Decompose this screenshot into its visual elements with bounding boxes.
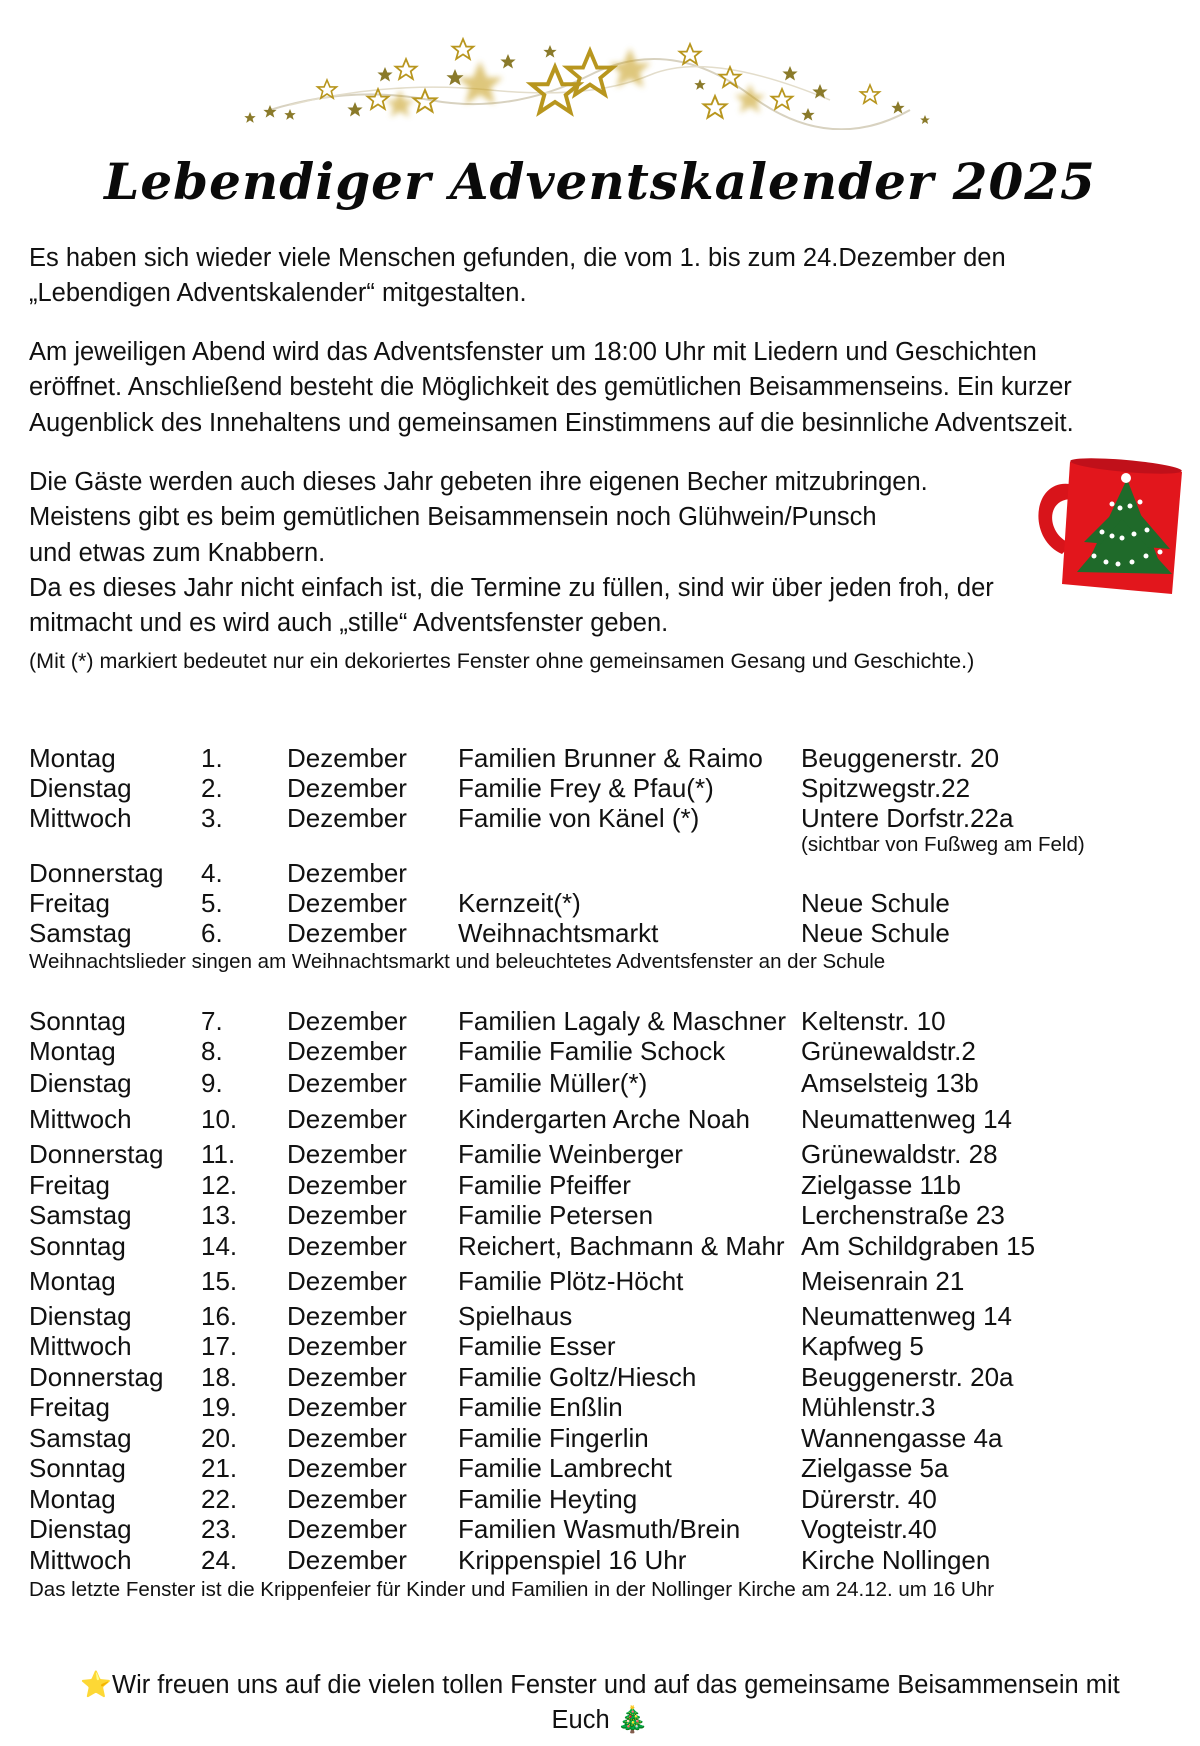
- row-month: Dezember: [287, 1545, 407, 1575]
- schedule-row: [0, 1545, 1200, 1575]
- intro-line: „Lebendigen Adventskalender“ mitgestalten.: [29, 279, 527, 308]
- row-month: Dezember: [287, 918, 407, 948]
- schedule-row: [0, 1170, 1200, 1200]
- row-address: Beuggenerstr. 20a: [801, 1362, 1014, 1392]
- row-date: 14.: [201, 1231, 238, 1261]
- row-day: Dienstag: [29, 1514, 132, 1544]
- row-host: Familie Petersen: [458, 1200, 654, 1230]
- row-date: 24.: [201, 1545, 238, 1575]
- schedule-row: [0, 1392, 1200, 1422]
- row-date: 10.: [201, 1104, 238, 1134]
- row-date: 9.: [201, 1068, 223, 1098]
- row-address: Dürerstr. 40: [801, 1484, 937, 1514]
- star-icon: ⭐: [80, 1671, 112, 1699]
- closing-line-1: Wir freuen uns auf die vielen tollen Fenster und auf das gemeinsame Beisammensein mit: [112, 1671, 1120, 1699]
- row-month: Dezember: [287, 1453, 407, 1483]
- row-date: 16.: [201, 1301, 238, 1331]
- row-date: 13.: [201, 1200, 238, 1230]
- stars-garland-decoration: [230, 30, 930, 130]
- row-day: Montag: [29, 1484, 116, 1514]
- schedule-row: [0, 1514, 1200, 1544]
- row-day: Freitag: [29, 888, 110, 918]
- row-month: Dezember: [287, 1514, 407, 1544]
- row-address: Untere Dorfstr.22a: [801, 803, 1014, 833]
- row-host: Krippenspiel 16 Uhr: [458, 1545, 687, 1575]
- row-address: Mühlenstr.3: [801, 1392, 936, 1422]
- row-date: 12.: [201, 1170, 238, 1200]
- row-date: 1.: [201, 743, 223, 773]
- row-month: Dezember: [287, 773, 407, 803]
- row-host: Familie Weinberger: [458, 1139, 683, 1169]
- intro-line: Augenblick des Innehaltens und gemeinsamen Einstimmens auf die besinnliche Adventszeit.: [29, 408, 1074, 437]
- row-month: Dezember: [287, 1006, 407, 1036]
- row-day: Samstag: [29, 1200, 132, 1230]
- row-address: Meisenrain 21: [801, 1266, 965, 1296]
- row-day: Mittwoch: [29, 1104, 132, 1134]
- row-month: Dezember: [287, 743, 407, 773]
- row-day: Mittwoch: [29, 1331, 132, 1361]
- row-day: Dienstag: [29, 1301, 132, 1331]
- intro-line: und etwas zum Knabbern.: [29, 538, 326, 567]
- row-address: Keltenstr. 10: [801, 1006, 946, 1036]
- row-day: Sonntag: [29, 1231, 126, 1261]
- row-host: Familie Esser: [458, 1331, 616, 1361]
- schedule-row: [0, 1301, 1200, 1331]
- row-date: 8.: [201, 1036, 223, 1066]
- row-date: 20.: [201, 1423, 238, 1453]
- row-address: Am Schildgraben 15: [801, 1231, 1036, 1261]
- closing-message: [0, 1668, 1200, 1738]
- row-host: Familie Heyting: [458, 1484, 638, 1514]
- christmas-mug-image: [1022, 444, 1190, 600]
- row-day: Samstag: [29, 1423, 132, 1453]
- schedule-row: [0, 1362, 1200, 1392]
- row-host: Familie Goltz/Hiesch: [458, 1362, 697, 1392]
- row-host: Weihnachtsmarkt: [458, 918, 659, 948]
- row-month: Dezember: [287, 1484, 407, 1514]
- row-day: Freitag: [29, 1392, 110, 1422]
- row-host: Familien Lagaly & Maschner: [458, 1006, 787, 1036]
- schedule-row: [0, 1200, 1200, 1230]
- row-host: Reichert, Bachmann & Mahr: [458, 1231, 785, 1261]
- schedule-row: [0, 1453, 1200, 1483]
- schedule-row: [0, 888, 1200, 918]
- schedule-row: [0, 1266, 1200, 1296]
- intro-line: Meistens gibt es beim gemütlichen Beisammensein noch Glühwein/Punsch: [29, 503, 877, 532]
- row-date: 18.: [201, 1362, 238, 1392]
- row-date: 15.: [201, 1266, 238, 1296]
- row-day: Dienstag: [29, 773, 132, 803]
- row-date: 6.: [201, 918, 223, 948]
- row-address: Neumattenweg 14: [801, 1301, 1013, 1331]
- row-day: Montag: [29, 1266, 116, 1296]
- row-day: Donnerstag: [29, 1362, 164, 1392]
- row-host: Spielhaus: [458, 1301, 573, 1331]
- row-day: Sonntag: [29, 1453, 126, 1483]
- row-date: 7.: [201, 1006, 223, 1036]
- week1-note: Weihnachtslieder singen am Weihnachtsmarkt und beleuchtetes Adventsfenster an der Schule: [29, 950, 886, 973]
- schedule-row: [0, 803, 1200, 856]
- row-address: Zielgasse 5a: [801, 1453, 949, 1483]
- row-address: Neue Schule: [801, 888, 950, 918]
- row-date: 23.: [201, 1514, 238, 1544]
- row-address: Spitzwegstr.22: [801, 773, 971, 803]
- intro-line: Am jeweiligen Abend wird das Adventsfenster um 18:00 Uhr mit Liedern und Geschichten: [29, 338, 1037, 366]
- row-month: Dezember: [287, 1266, 407, 1296]
- row-address: Kapfweg 5: [801, 1331, 924, 1361]
- row-address: Zielgasse 11b: [801, 1170, 961, 1200]
- row-host: Familie Familie Schock: [458, 1036, 726, 1066]
- row-day: Donnerstag: [29, 1139, 164, 1169]
- christmas-tree-icon: 🎄: [616, 1706, 649, 1734]
- row-host: Familien Wasmuth/Brein: [458, 1514, 741, 1544]
- schedule-row: [0, 1331, 1200, 1361]
- schedule-row: [0, 773, 1200, 803]
- row-month: Dezember: [287, 1036, 407, 1066]
- intro-line: Die Gäste werden auch dieses Jahr gebeten ihre eigenen Becher mitzubringen.: [29, 468, 928, 496]
- row-date: 17.: [201, 1331, 238, 1361]
- row-date: 3.: [201, 803, 223, 833]
- schedule-row: [0, 858, 1200, 888]
- row-host: Familie Lambrecht: [458, 1453, 672, 1483]
- row-month: Dezember: [287, 1423, 407, 1453]
- row-host: Familie Müller(*): [458, 1068, 648, 1098]
- intro-paragraph-2: [29, 335, 1074, 441]
- row-month: Dezember: [287, 1139, 407, 1169]
- row-day: Donnerstag: [29, 858, 164, 888]
- row-day: Mittwoch: [29, 1545, 132, 1575]
- row-host: Kernzeit(*): [458, 888, 581, 918]
- schedule-row: [0, 918, 1200, 948]
- row-address-note: (sichtbar von Fußweg am Feld): [801, 833, 1085, 856]
- row-date: 19.: [201, 1392, 238, 1422]
- row-address: Neumattenweg 14: [801, 1104, 1013, 1134]
- row-day: Sonntag: [29, 1006, 126, 1036]
- row-address: Beuggenerstr. 20: [801, 743, 1000, 773]
- row-day: Montag: [29, 743, 116, 773]
- row-day: Dienstag: [29, 1068, 132, 1098]
- row-month: Dezember: [287, 1331, 407, 1361]
- intro-paragraph-1: [29, 241, 1006, 312]
- schedule-row: [0, 1068, 1200, 1098]
- row-day: Mittwoch: [29, 803, 132, 833]
- row-date: 21.: [201, 1453, 238, 1483]
- row-month: Dezember: [287, 1104, 407, 1134]
- row-host: Familie Frey & Pfau(*): [458, 773, 714, 803]
- row-date: 5.: [201, 888, 223, 918]
- row-host: Familie von Känel (*): [458, 803, 700, 833]
- row-day: Freitag: [29, 1170, 110, 1200]
- row-day: Montag: [29, 1036, 116, 1066]
- intro-line: mitmacht und es wird auch „stille“ Adventsfenster geben.: [29, 609, 669, 638]
- schedule-row: [0, 1006, 1200, 1036]
- row-date: 2.: [201, 773, 223, 803]
- intro-line: Da es dieses Jahr nicht einfach ist, die Termine zu füllen, sind wir über jeden froh, der: [29, 573, 994, 602]
- row-month: Dezember: [287, 858, 407, 888]
- row-address: Amselsteig 13b: [801, 1068, 979, 1098]
- row-host: Familien Brunner & Raimo: [458, 743, 763, 773]
- row-host: Familie Pfeiffer: [458, 1170, 631, 1200]
- schedule-row: [0, 1231, 1200, 1261]
- row-address: Wannengasse 4a: [801, 1423, 1003, 1453]
- row-address: Vogteistr.40: [801, 1514, 937, 1544]
- intro-line: eröffnet. Anschließend besteht die Möglichkeit des gemütlichen Beisammenseins. Ein kurzer: [29, 373, 1072, 402]
- row-month: Dezember: [287, 1068, 407, 1098]
- row-address: Kirche Nollingen: [801, 1545, 991, 1575]
- row-date: 4.: [201, 858, 223, 888]
- row-address: Grünewaldstr. 28: [801, 1139, 998, 1169]
- schedule-row: [0, 1104, 1200, 1134]
- last-window-note: Das letzte Fenster ist die Krippenfeier für Kinder und Familien in der Nollinger Kirche am 24.12. um 16 Uhr: [29, 1578, 995, 1601]
- row-address: Neue Schule: [801, 918, 950, 948]
- schedule-row: [0, 743, 1200, 773]
- row-address: Lerchenstraße 23: [801, 1200, 1005, 1230]
- row-date: 11.: [201, 1139, 236, 1169]
- closing-line-2: Euch: [551, 1706, 610, 1734]
- asterisk-note: (Mit (*) markiert bedeutet nur ein dekoriertes Fenster ohne gemeinsamen Gesang und Geschichte.): [29, 649, 975, 673]
- row-month: Dezember: [287, 1392, 407, 1422]
- row-day: Samstag: [29, 918, 132, 948]
- schedule-row: [0, 1484, 1200, 1514]
- row-date: 22.: [201, 1484, 238, 1514]
- row-host: Familie Fingerlin: [458, 1423, 649, 1453]
- row-month: Dezember: [287, 1170, 407, 1200]
- intro-paragraph-3: [29, 465, 994, 641]
- row-host: Kindergarten Arche Noah: [458, 1104, 750, 1134]
- row-host: Familie Plötz-Höcht: [458, 1266, 684, 1296]
- schedule-row: [0, 1036, 1200, 1066]
- intro-line: Es haben sich wieder viele Menschen gefunden, die vom 1. bis zum 24.Dezember den: [29, 244, 1006, 272]
- row-month: Dezember: [287, 1200, 407, 1230]
- row-month: Dezember: [287, 1231, 407, 1261]
- row-month: Dezember: [287, 888, 407, 918]
- row-month: Dezember: [287, 1362, 407, 1392]
- page-title: Lebendiger Adventskalender 2025: [104, 152, 1096, 211]
- row-month: Dezember: [287, 803, 407, 833]
- schedule-row: [0, 1423, 1200, 1453]
- row-host: Familie Enßlin: [458, 1392, 623, 1422]
- schedule-row: [0, 1139, 1200, 1169]
- row-address: Grünewaldstr.2: [801, 1036, 976, 1066]
- row-month: Dezember: [287, 1301, 407, 1331]
